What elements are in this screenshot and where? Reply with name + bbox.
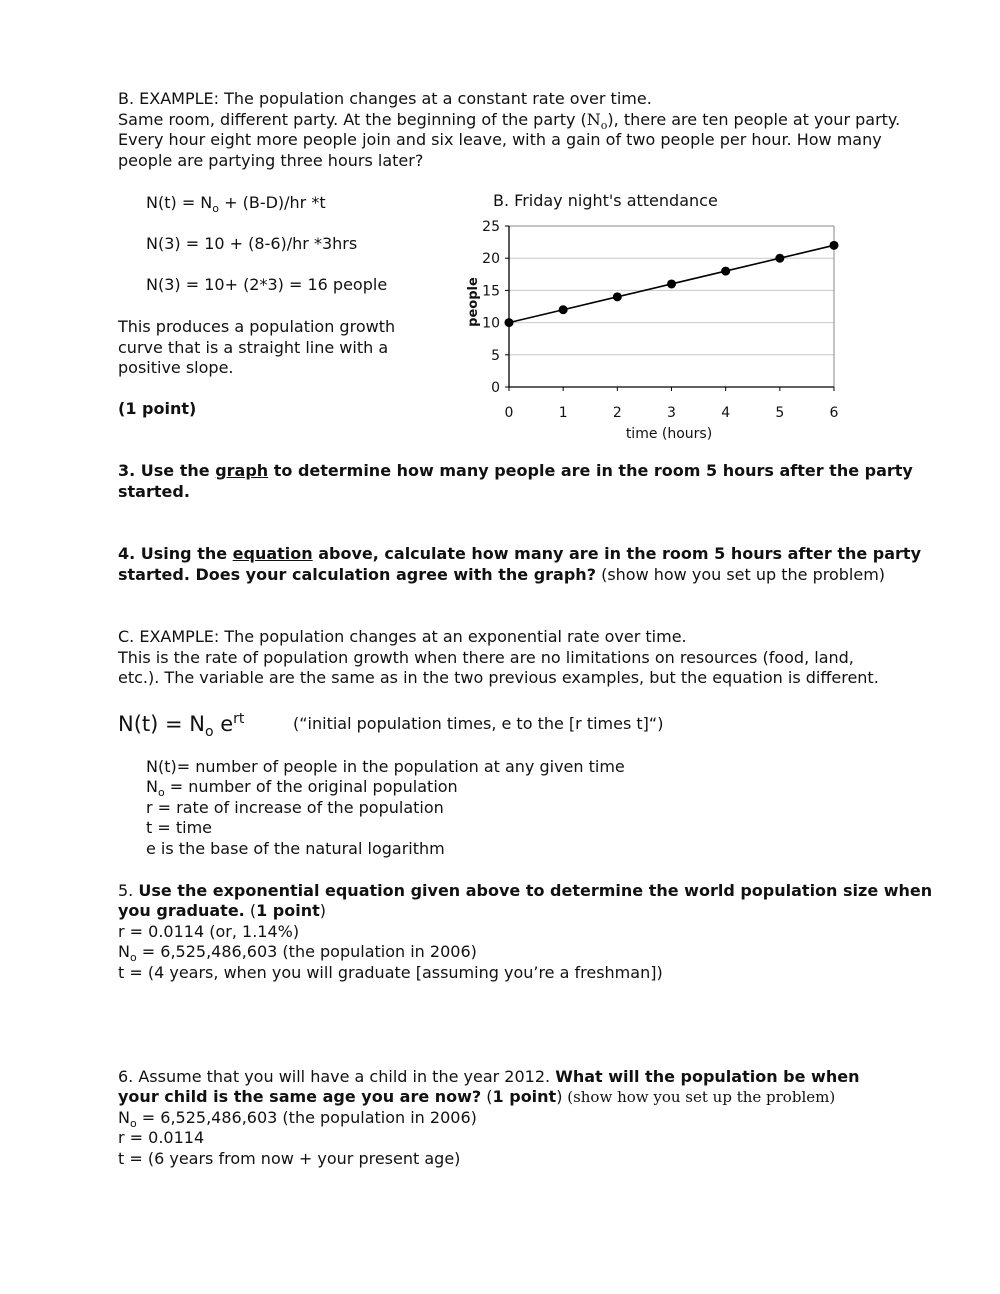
def-sym: N — [146, 777, 158, 796]
question-5-t: t = (4 years, when you will graduate [assuming you’re a freshman]) — [118, 963, 663, 982]
q-num: 4. — [118, 544, 141, 563]
equation-result: N(3) = 10+ (2*3) = 16 people — [146, 275, 388, 294]
chart-ticks — [482, 219, 838, 421]
question-4-line1 — [118, 544, 921, 564]
x-tick-label: 2 — [612, 405, 622, 421]
chart-axes — [509, 226, 834, 387]
q-sub: o — [129, 1117, 137, 1131]
growth-desc-line1: This produces a population growth — [118, 317, 396, 336]
question-3-line2: started. — [118, 482, 190, 501]
x-tick-label: 1 — [558, 405, 568, 421]
eq-sup: rt — [233, 711, 245, 727]
question-6-line2 — [118, 1087, 835, 1107]
definition-t: t = time — [146, 818, 212, 837]
data-point — [667, 279, 676, 288]
def-sub: o — [157, 786, 165, 800]
eq-part: N(t) = N — [118, 712, 205, 736]
eq-part: e — [213, 712, 234, 736]
intro-text: ), there are ten people at your party. — [607, 110, 901, 129]
y-tick-label: 10 — [482, 315, 500, 332]
data-point — [775, 254, 784, 263]
section-c-label: C. EXAMPLE: — [118, 627, 220, 646]
q-text: your child is the same age you are now? — [118, 1087, 482, 1106]
question-6-t: t = (6 years from now + your present age) — [118, 1149, 461, 1168]
q-text: = 6,525,486,603 (the population in 2006) — [136, 942, 477, 961]
section-c-heading — [118, 627, 687, 647]
attendance-chart — [455, 185, 855, 450]
equation-linear — [146, 193, 326, 216]
question-3-line1 — [118, 461, 913, 481]
y-tick-label: 20 — [482, 251, 500, 268]
data-point — [830, 241, 839, 250]
data-point — [559, 305, 568, 314]
eq-sub: o — [204, 724, 214, 741]
n-sym: N — [586, 110, 601, 129]
question-6-no — [118, 1108, 477, 1131]
q-text: Use the — [140, 461, 216, 480]
equation-word: equation — [232, 544, 313, 563]
x-tick-label: 4 — [721, 405, 731, 421]
question-5-line2 — [118, 901, 326, 921]
q-text: started. Does your calculation agree with the graph? — [118, 565, 596, 584]
intro-text: Same room, different party. At the beginning of the party ( — [118, 110, 587, 129]
y-tick-label: 15 — [482, 283, 500, 300]
chart-x-label: time (hours) — [625, 426, 713, 442]
definition-nt: N(t)= number of people in the population at any given time — [146, 757, 625, 776]
question-6-line1 — [118, 1067, 859, 1087]
section-c-intro-line2: etc.). The variable are the same as in the two previous examples, but the equation is different. — [118, 668, 879, 687]
definition-no — [146, 777, 458, 800]
definition-e: e is the base of the natural logarithm — [146, 839, 445, 858]
q-paren: ) — [319, 901, 326, 920]
q-num: 5. — [118, 881, 139, 900]
question-5-r: r = 0.0114 (or, 1.14%) — [118, 922, 300, 941]
q-text: = 6,525,486,603 (the population in 2006) — [136, 1108, 477, 1127]
question-5-line1 — [118, 881, 932, 901]
q-text: Use the exponential equation given above to determine the world population size when — [138, 881, 933, 900]
x-tick-label: 0 — [504, 405, 514, 421]
y-tick-label: 5 — [491, 347, 500, 364]
q-hint: (show how you set up the problem) — [595, 565, 886, 584]
question-5-no — [118, 942, 477, 965]
section-b-label: B. EXAMPLE: — [118, 89, 220, 108]
q-paren: ( — [244, 901, 257, 920]
q-paren: ( — [481, 1087, 493, 1106]
chart-y-label: people — [466, 277, 481, 327]
x-tick-label: 6 — [829, 405, 839, 421]
equation-substituted: N(3) = 10 + (8-6)/hr *3hrs — [146, 234, 358, 253]
eq-part: + (B-D)/hr *t — [219, 193, 326, 212]
x-tick-label: 3 — [667, 405, 676, 421]
section-b-heading — [118, 89, 652, 109]
q-points: 1 point — [492, 1087, 557, 1106]
equation-exponential-desc: (“initial population times, e to the [r times t]“) — [293, 714, 664, 733]
question-6-r: r = 0.0114 — [118, 1128, 205, 1147]
n-sub: o — [600, 119, 608, 133]
equation-exponential — [118, 711, 245, 741]
section-b-intro-line3: people are partying three hours later? — [118, 151, 424, 170]
q-sym: N — [118, 942, 130, 961]
def-text: = number of the original population — [164, 777, 458, 796]
q-text: to determine how many people are in the room 5 hours after the party — [268, 461, 913, 480]
chart-series — [505, 241, 839, 327]
graph-word: graph — [215, 461, 269, 480]
y-tick-label: 25 — [482, 219, 500, 235]
y-tick-label: 0 — [491, 380, 500, 396]
chart-grid — [509, 226, 834, 387]
eq-part: N(t) = N — [146, 193, 213, 212]
section-b-intro-line2: Every hour eight more people join and six leave, with a gain of two people per hour. How many — [118, 130, 882, 149]
section-c-title: The population changes at an exponential rate over time. — [219, 627, 687, 646]
data-point — [721, 267, 730, 276]
x-tick-label: 5 — [775, 405, 785, 421]
q-hint: (show how you set up the problem) — [562, 1088, 836, 1106]
chart-title: B. Friday night's attendance — [493, 191, 718, 210]
data-point — [613, 292, 622, 301]
q-paren: ) — [556, 1087, 563, 1106]
q-text: you graduate. — [118, 901, 245, 920]
section-b-title: The population changes at a constant rate over time. — [219, 89, 652, 108]
growth-desc-line3: positive slope. — [118, 358, 234, 377]
section-b-intro-line1 — [118, 110, 901, 133]
section-c-intro-line1: This is the rate of population growth when there are no limitations on resources (food, land, — [118, 648, 854, 667]
question-4-line2 — [118, 565, 885, 585]
q-points: 1 point — [256, 901, 320, 920]
q-sym: N — [118, 1108, 130, 1127]
q-sub: o — [129, 951, 137, 965]
section-b-points: (1 point) — [118, 399, 197, 418]
growth-desc-line2: curve that is a straight line with a — [118, 338, 389, 357]
q-text: Using the — [140, 544, 233, 563]
q-num: 3. — [118, 461, 141, 480]
q-text: above, calculate how many are in the room 5 hours after the party — [312, 544, 921, 563]
q-text: 6. Assume that you will have a child in the year 2012. — [118, 1067, 556, 1086]
definition-r: r = rate of increase of the population — [146, 798, 444, 817]
data-point — [505, 318, 514, 327]
eq-sub: o — [212, 202, 220, 216]
q-text: What will the population be when — [555, 1067, 860, 1086]
